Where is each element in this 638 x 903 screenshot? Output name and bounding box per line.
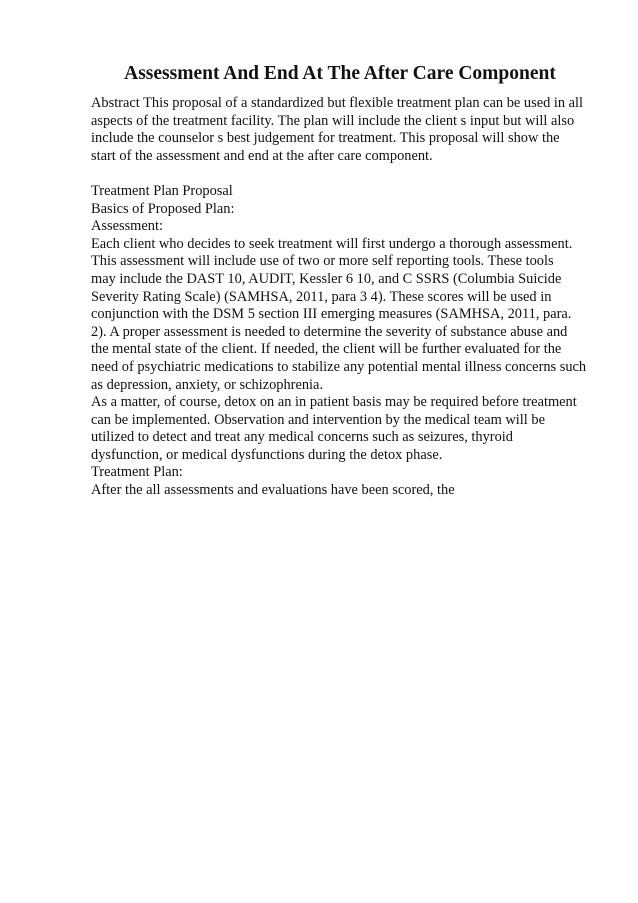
assessment-line: This assessment will include use of two or more self reporting tools. These tools bbox=[91, 253, 554, 270]
assessment-line: Each client who decides to seek treatment will first undergo a thorough assessment. bbox=[91, 235, 573, 252]
detox-line: dysfunction, or medical dysfunctions during the detox phase. bbox=[91, 446, 443, 463]
detox-line: can be implemented. Observation and intervention by the medical team will be bbox=[91, 411, 545, 428]
assessment-paragraph bbox=[91, 236, 611, 394]
assessment-line: need of psychiatric medications to stabilize any potential mental illness concerns such bbox=[91, 358, 587, 375]
detox-paragraph bbox=[91, 394, 611, 464]
abstract-line: Abstract This proposal of a standardized but flexible treatment plan can be used in all bbox=[91, 95, 584, 111]
assessment-line: 2). A proper assessment is needed to determine the severity of substance abuse and bbox=[91, 323, 568, 340]
assessment-line: may include the DAST 10, AUDIT, Kessler 6 10, and C SSRS (Columbia Suicide bbox=[91, 270, 562, 287]
section-heading: Treatment Plan Proposal bbox=[91, 182, 233, 199]
abstract-paragraph bbox=[91, 95, 611, 165]
assessment-line: Severity Rating Scale) (SAMHSA, 2011, para 3 4). These scores will be used in bbox=[91, 288, 552, 305]
document-title: Assessment And End At The After Care Component bbox=[124, 63, 556, 84]
detox-line: utilized to detect and treat any medical concerns such as seizures, thyroid bbox=[91, 429, 513, 446]
paragraph-spacer bbox=[91, 165, 611, 183]
abstract-line: include the counselor s best judgement for treatment. This proposal will show the bbox=[91, 130, 560, 147]
final-line: After the all assessments and evaluations have been scored, the bbox=[91, 482, 455, 499]
document-body bbox=[91, 95, 611, 500]
abstract-line: aspects of the treatment facility. The plan will include the client s input but will also bbox=[91, 112, 575, 129]
abstract-line: start of the assessment and end at the after care component. bbox=[91, 147, 433, 164]
assessment-line: the mental state of the client. If needed, the client will be further evaluated for the bbox=[91, 341, 562, 358]
assessment-label: Assessment: bbox=[91, 218, 163, 235]
assessment-line: conjunction with the DSM 5 section III emerging measures (SAMHSA, 2011, para. bbox=[91, 306, 572, 323]
assessment-line: as depression, anxiety, or schizophrenia. bbox=[91, 376, 324, 393]
treatment-plan-label: Treatment Plan: bbox=[91, 464, 183, 481]
subheading: Basics of Proposed Plan: bbox=[91, 200, 235, 217]
detox-line: As a matter, of course, detox on an in patient basis may be required before treatment bbox=[91, 394, 577, 411]
